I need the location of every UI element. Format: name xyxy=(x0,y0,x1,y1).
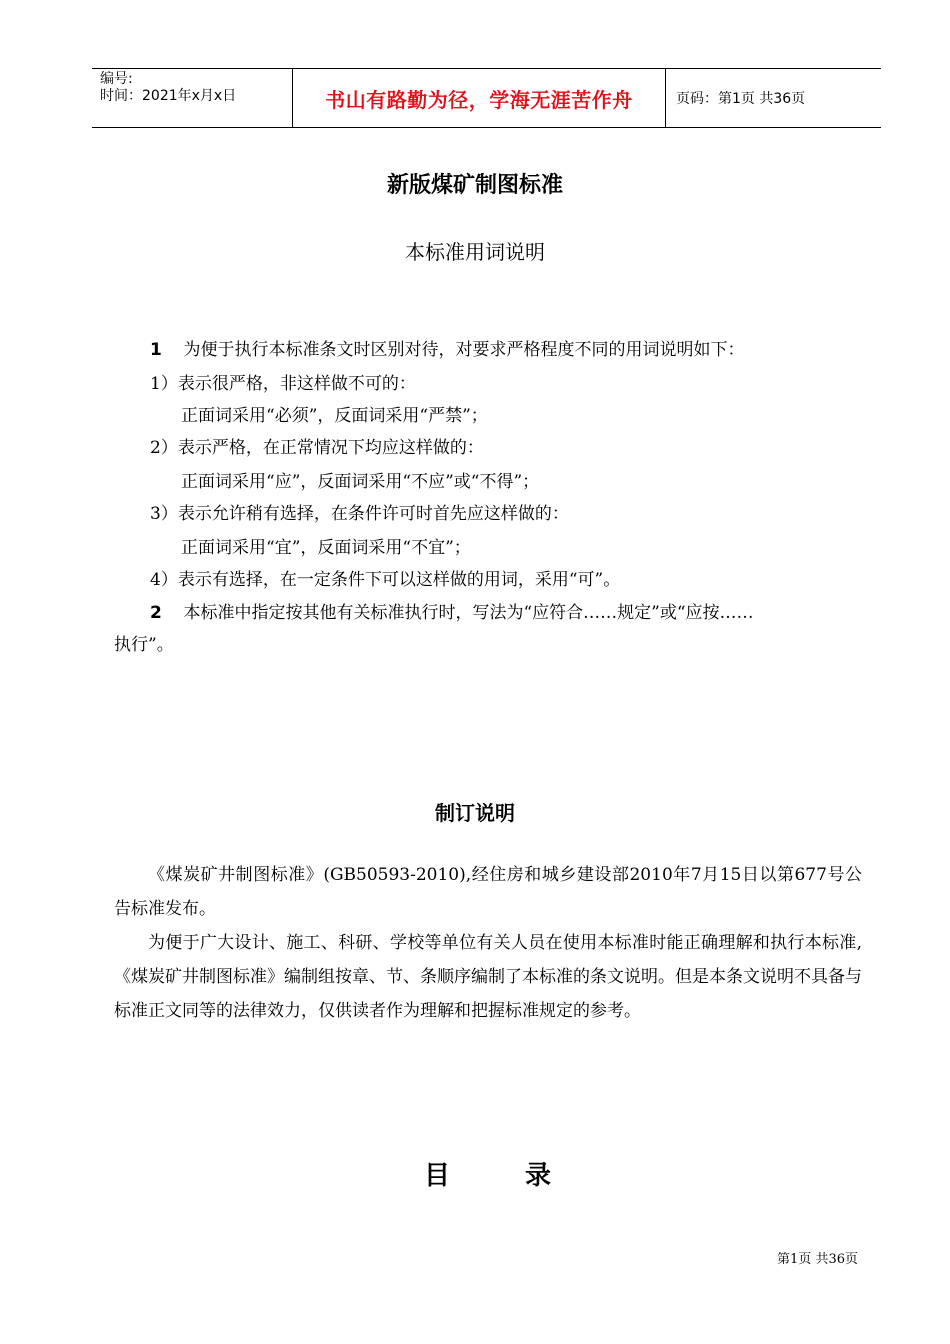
header-time-label: 时间：2021年x月x日 xyxy=(100,88,237,104)
document-subtitle: 本标准用词说明 xyxy=(405,240,545,264)
term-item-2-text: 本标准中指定按其他有关标准执行时，写法为“应符合……规定”或“应按…… xyxy=(183,603,754,623)
term-item-2-number: 2 xyxy=(150,603,162,623)
term-sub-3: 3）表示允许稍有选择，在条件许可时首先应这样做的： xyxy=(150,504,569,524)
page-header xyxy=(92,68,881,128)
term-item-2-continued: 执行”。 xyxy=(114,635,174,655)
term-sub-1: 1）表示很严格，非这样做不可的： xyxy=(150,374,416,394)
header-motto: 书山有路勤为径，学海无涯苦作舟 xyxy=(325,87,633,112)
revision-paragraph-2: 为便于广大设计、施工、科研、学校等单位有关人员在使用本标准时能正确理解和执行本标准,《煤炭矿井制图标准》编制组按章、节、条顺序编制了本标准的条文说明。但是本条文说明不具备与标准正文同等的法律效力，仅供读者作为理解和把握标准规定的参考。 xyxy=(114,933,862,1021)
header-meta xyxy=(92,69,293,127)
term-item-1-number: 1 xyxy=(150,340,162,360)
header-number-label: 编号: xyxy=(100,71,133,87)
toc-heading-char-2: 录 xyxy=(525,1161,552,1191)
term-sub-1-detail: 正面词采用“必须”，反面词采用“严禁”； xyxy=(181,406,488,426)
header-motto-cell xyxy=(293,69,666,127)
term-item-1-text: 为便于执行本标准条文时区别对待，对要求严格程度不同的用词说明如下： xyxy=(183,340,745,360)
term-sub-2-detail: 正面词采用“应”，反面词采用“不应”或“不得”； xyxy=(181,472,540,492)
term-item-1 xyxy=(150,339,744,361)
page-footer: 第1页 共36页 xyxy=(777,1252,858,1267)
term-sub-4: 4）表示有选择，在一定条件下可以这样做的用词，采用“可”。 xyxy=(150,570,621,590)
document-title: 新版煤矿制图标准 xyxy=(386,173,563,198)
toc-heading-char-1: 目 xyxy=(424,1161,451,1191)
header-page-label: 页码：第1页 共36页 xyxy=(676,91,806,107)
term-sub-2: 2）表示严格，在正常情况下均应这样做的： xyxy=(150,438,484,458)
term-sub-3-detail: 正面词采用“宜”，反面词采用“不宜”； xyxy=(181,538,471,558)
revision-heading: 制订说明 xyxy=(435,801,515,825)
header-page-cell xyxy=(666,69,881,127)
revision-paragraph-1: 《煤炭矿井制图标准》(GB50593-2010),经住房和城乡建设部2010年7月15日以第677号公告标准发布。 xyxy=(114,865,862,919)
term-item-2 xyxy=(150,602,754,624)
